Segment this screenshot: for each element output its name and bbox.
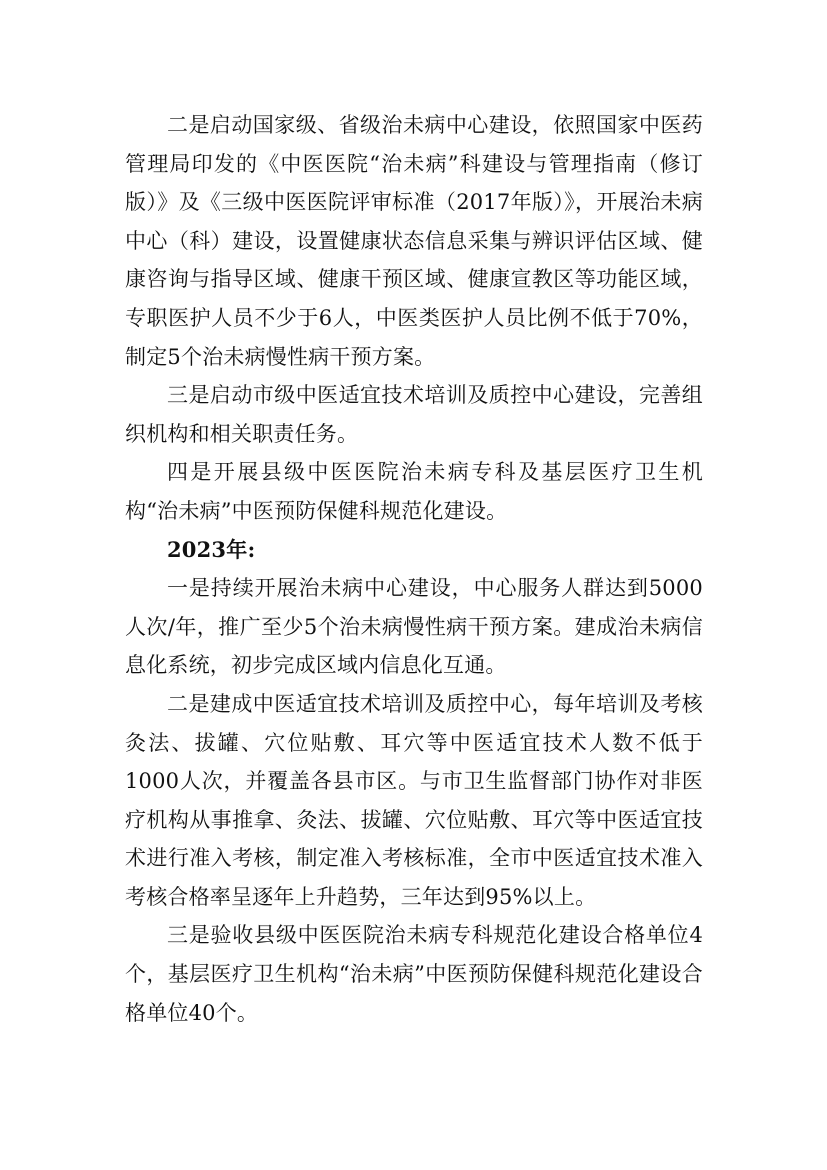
paragraph-county-construction: 四是开展县级中医医院治未病专科及基层医疗卫生机构“治未病”中医预防保健科规范化建设。 xyxy=(125,460,703,523)
paragraph-municipal-training: 三是启动市级中医适宜技术培训及质控中心建设，完善组织机构和相关职责任务。 xyxy=(125,383,703,446)
paragraph-2023-acceptance: 三是验收县级中医医院治未病专科规范化建设合格单位4个，基层医疗卫生机构“治未病”中医预防保健科规范化建设合格单位40个。 xyxy=(125,923,703,1025)
paragraph-national-center: 二是启动国家级、省级治未病中心建设，依照国家中医药管理局印发的《中医医院“治未病”科建设与管理指南（修订版）》及《三级中医医院评审标准（2017年版）》，开展治未病中心（科）建设，设置健康状态信息采集与辨识评估区域、健康咨询与指导区域、健康干预区域、健康宣教区等功能区域，专职医护人员不少于6人，中医类医护人员比例不低于70%，制定5个治未病慢性病干预方案。 xyxy=(125,113,703,369)
section-heading-2023: 2023年: xyxy=(167,536,256,562)
paragraph-2023-center: 一是持续开展治未病中心建设，中心服务人群达到5000人次/年，推广至少5个治未病慢性病干预方案。建成治未病信息化系统，初步完成区域内信息化互通。 xyxy=(125,576,703,678)
paragraph-2023-training: 二是建成中医适宜技术培训及质控中心，每年培训及考核灸法、拔罐、穴位贴敷、耳穴等中医适宜技术人数不低于1000人次，并覆盖各县市区。与市卫生监督部门协作对非医疗机构从事推拿、灸法、拔罐、穴位贴敷、耳穴等中医适宜技术进行准入考核，制定准入考核标准，全市中医适宜技术准入考核合格率呈逐年上升趋势，三年达到95%以上。 xyxy=(125,691,703,909)
document-body xyxy=(125,106,703,1032)
